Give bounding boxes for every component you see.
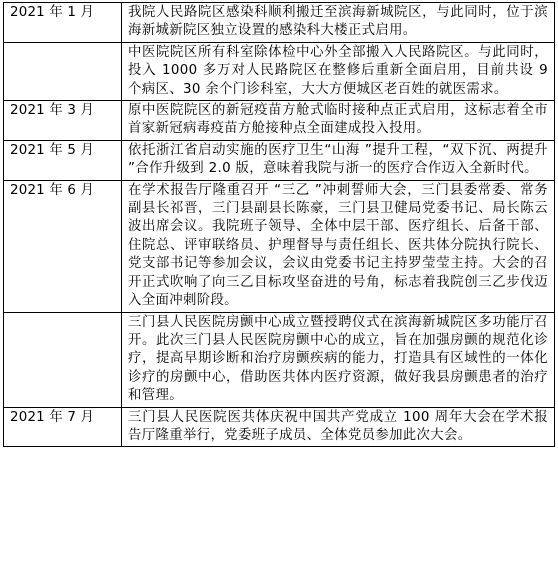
table-row <box>4 180 555 312</box>
table-row <box>4 3 555 43</box>
table-row <box>4 101 555 141</box>
row-event-text: 三门县人民医院房颤中心成立暨授聘仪式在滨海新城院区多功能厅召开。此次三门县人民医院房颤中心的成立，旨在加强房颤的规范化诊疗，提高早期诊断和治疗房颤疾病的能力，打造具有区域性的一体化诊疗的房颤中心，借助医共体内医疗资源，做好我县房颤患者的治疗和管理。 <box>122 312 555 407</box>
row-event-text: 三门县人民医院医共体庆祝中国共产党成立 100 周年大会在学术报告厅隆重举行，党委班子成员、全体党员参加此次大会。 <box>122 407 555 447</box>
table-row <box>4 42 555 100</box>
row-date <box>4 312 122 407</box>
row-event-text: 我院人民路院区感染科顺利搬迁至滨海新城院区，与此同时，位于滨海新城新院区独立设置的感染科大楼正式启用。 <box>122 3 555 43</box>
table-row <box>4 407 555 447</box>
table-row <box>4 140 555 180</box>
row-event-text: 在学术报告厅隆重召开 “三乙 ”冲刺誓师大会，三门县委常委、常务副县长祁晋，三门县副县长陈豪，三门县卫健局党委书记、局长陈云波出席会议。我院班子领导、全体中层干部、医疗组长、后备干部、住院总、评审联络员、护理督导与责任组长、医共体分院执行院长、党支部书记等参加会议，会议由党委书记主持罗莹莹主持。大会的召开正式吹响了向三乙目标攻坚奋进的号角，标志着我院创三乙步伐迈入全面冲刺阶段。 <box>122 180 555 312</box>
row-date: 2021 年 7 月 <box>4 407 122 447</box>
table-row <box>4 312 555 407</box>
row-date <box>4 42 122 100</box>
row-event-text: 依托浙江省启动实施的医疗卫生“山海 ”提升工程，“双下沉、两提升 ”合作升级到 2.0 版，意味着我院与浙一的医疗合作迈入全新时代。 <box>122 140 555 180</box>
row-event-text: 中医院院区所有科室除体检中心外全部搬入人民路院区。与此同时，投入 1000 多万对人民路院区在整修后重新全面启用，目前共设 9 个病区、30 余个门诊科室，大大方便城区老百姓的就医需求。 <box>122 42 555 100</box>
row-date: 2021 年 5 月 <box>4 140 122 180</box>
timeline-table <box>3 2 555 447</box>
row-date: 2021 年 6 月 <box>4 180 122 312</box>
row-date: 2021 年 1 月 <box>4 3 122 43</box>
row-event-text: 原中医院院区的新冠疫苗方舱式临时接种点正式启用，这标志着全市首家新冠病毒疫苗方舱接种点全面建成投入投用。 <box>122 101 555 141</box>
row-date: 2021 年 3 月 <box>4 101 122 141</box>
